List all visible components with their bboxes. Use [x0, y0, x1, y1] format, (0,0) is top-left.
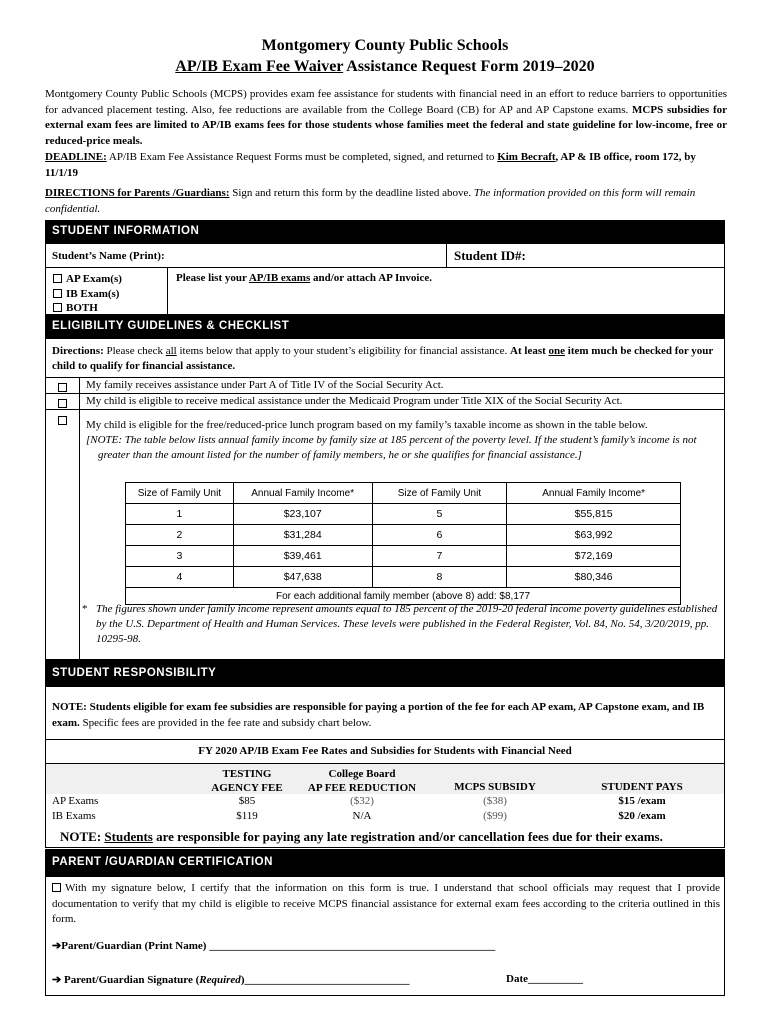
rates-title: FY 2020 AP/IB Exam Fee Rates and Subsidies for Students with Financial Need [198, 745, 572, 757]
row-ap-pays: $15 /exam [618, 795, 666, 807]
deadline-paragraph [45, 149, 727, 181]
directions-text: Sign and return this form by the deadline listed above. [229, 187, 474, 199]
date-line[interactable]: Date__________ [506, 973, 583, 985]
arrow-right-icon: ➔ [52, 940, 62, 952]
responsibility-note: NOTE: Students eligible for exam fee subsidies are responsible for paying a portion of the fee for each AP exam, AP Capstone exam, and IB exam. Specific fees are provided in the fee rate and subsidy chart below. [52, 701, 705, 729]
cell-size: 6 [372, 525, 507, 546]
option-ib[interactable]: IB Exam(s) [53, 287, 122, 302]
intro-paragraph [45, 87, 727, 149]
item1-checkbox[interactable] [58, 383, 67, 392]
cell-size: 1 [126, 504, 234, 525]
item3-text: My child is eligible for the free/reduced-price lunch program based on my family’s taxable income as shown in the table below. [86, 419, 648, 431]
student-id-label: Student ID#: [454, 248, 526, 263]
item2-checkbox-cell[interactable] [46, 394, 79, 412]
cell-income: $80,346 [507, 567, 681, 588]
col-mcps-header: MCPS SUBSIDY [454, 781, 536, 793]
th-income-1: Annual Family Income* [233, 483, 372, 504]
district-title: Montgomery County Public Schools [261, 37, 509, 54]
intro-text: Montgomery County Public Schools (MCPS) provides exam fee assistance for students with financial need in an effort to reduce barriers to opportunities for advanced placement testing. Also, fee reductions are available from the College Board (CB) for AP and AP Capstone exams. [45, 88, 727, 116]
row-ap-fee: $85 [238, 795, 256, 807]
student-name-field[interactable] [186, 246, 441, 265]
col-cb-header: College Board AP FEE REDUCTION [307, 768, 417, 794]
student-info-box [45, 243, 725, 315]
item1-text: My family receives assistance under Part A of Title IV of the Social Security Act. [86, 379, 444, 391]
table-row [126, 504, 681, 525]
col-pays-header: STUDENT PAYS [601, 781, 683, 793]
directions-italic: The information provided on this form will remain confidential. [45, 187, 696, 215]
cell-income: $55,815 [507, 504, 681, 525]
cell-income: $47,638 [233, 567, 372, 588]
form-title-underlined: AP/IB Exam Fee Waiver [175, 58, 344, 75]
directions-paragraph [45, 186, 727, 217]
item2-text: My child is eligible to receive medical assistance under the Medicaid Program under Title XIX of the Social Security Act. [86, 395, 623, 407]
table-row [126, 546, 681, 567]
deadline-location: , AP & IB office, room 172, by 11/1/19 [45, 151, 696, 179]
row-ap-label: AP Exams [52, 795, 99, 807]
exam-list-prompt: Please list your AP/IB exams and/or attach AP Invoice. [176, 272, 432, 284]
cell-size: 7 [372, 546, 507, 567]
th-size-2: Size of Family Unit [372, 483, 507, 504]
row-ap-cb: ($32) [350, 795, 374, 807]
item2-checkbox[interactable] [58, 399, 67, 408]
directions-label: DIRECTIONS for Parents /Guardians: [45, 187, 230, 199]
th-size-1: Size of Family Unit [126, 483, 234, 504]
cell-income: $72,169 [507, 546, 681, 567]
ib-checkbox[interactable] [53, 289, 62, 298]
deadline-text: AP/IB Exam Fee Assistance Request Forms must be completed, signed, and returned to [106, 151, 498, 163]
arrow-right-icon: ➔ [52, 974, 62, 986]
option-both[interactable]: BOTH [53, 301, 122, 316]
item3-checkbox-cell[interactable] [46, 411, 79, 429]
student-id-field[interactable] [541, 246, 719, 265]
form-title-rest: Assistance Request Form 2019–2020 [343, 58, 595, 75]
cell-income: $31,284 [233, 525, 372, 546]
student-info-bar: STUDENT INFORMATION [45, 220, 725, 243]
both-checkbox[interactable] [53, 303, 62, 312]
cell-size: 2 [126, 525, 234, 546]
print-name-line[interactable]: ➔Parent/Guardian (Print Name) ____________________________________________________ [52, 940, 496, 952]
deadline-contact: Kim Becraft [497, 151, 556, 163]
cell-size: 5 [372, 504, 507, 525]
cell-size: 4 [126, 567, 234, 588]
table-footer: For each additional family member (above 8) add: $8,177 [126, 588, 681, 605]
eligibility-directions: Directions: Please check all items below that apply to your student’s eligibility for financial assistance. At least one item much be checked for your child to qualify for financial assistance. [52, 345, 714, 372]
item3-note: [NOTE: The table below lists annual family income by family size at 185 percent of the poverty level. If the student’s family’s income is not greater than the amount listed for the number of family members, he or she qualifies for financial assistance.] [86, 434, 697, 461]
exam-type-options [53, 272, 122, 316]
certification-box [45, 876, 725, 996]
item3-checkbox[interactable] [58, 416, 67, 425]
table-row [126, 525, 681, 546]
certification-bar: PARENT /GUARDIAN CERTIFICATION [45, 849, 725, 876]
late-fee-note: NOTE: Students are responsible for paying any late registration and/or cancellation fees due for their exams. [60, 829, 663, 844]
cell-size: 8 [372, 567, 507, 588]
ap-checkbox[interactable] [53, 274, 62, 283]
responsibility-box [45, 686, 725, 848]
col-testing-header: TESTING AGENCY FEE [211, 768, 283, 794]
cell-income: $23,107 [233, 504, 372, 525]
deadline-label: DEADLINE: [45, 151, 107, 163]
row-ib-cb: N/A [352, 810, 372, 822]
option-ap[interactable]: AP Exam(s) [53, 272, 122, 287]
intro-bold: MCPS subsidies for external exam fees are limited to AP/IB exams fees for those students whose families meet the federal and state guideline for low-income, free or reduced-price meals. [45, 103, 727, 147]
table-header-row [126, 483, 681, 504]
row-ib-pays: $20 /exam [618, 810, 666, 822]
exam-list-field[interactable] [172, 288, 720, 312]
form-title [0, 58, 770, 76]
income-footnote: * The figures shown under family income represent amounts equal to 185 percent of the 2019-20 federal income poverty guidelines established by the U.S. Department of Health and Human Services. These levels were published in the Federal Register, Vol. 84, No. 54, 3/20/2019, pp. 10295-98. [82, 603, 718, 645]
row-ap-mcps: ($38) [483, 795, 507, 807]
certify-checkbox[interactable] [52, 883, 61, 892]
responsibility-bar: STUDENT RESPONSIBILITY [45, 660, 725, 686]
signature-line[interactable]: ➔ Parent/Guardian Signature (Required)______________________________ [52, 974, 410, 986]
certification-statement: With my signature below, I certify that the information on this form is true. I understand that school officials may request that I provide documentation to verify that my child is eligible to receive MCPS financial assistance for external exam fees according to the criteria outlined in this form. [52, 882, 720, 925]
table-row [126, 567, 681, 588]
eligibility-box [45, 338, 725, 660]
cell-income: $63,992 [507, 525, 681, 546]
family-income-table [125, 482, 681, 605]
eligibility-bar: ELIGIBILITY GUIDELINES & CHECKLIST [45, 315, 725, 338]
th-income-2: Annual Family Income* [507, 483, 681, 504]
cell-income: $39,461 [233, 546, 372, 567]
row-ib-label: IB Exams [52, 810, 96, 822]
cell-size: 3 [126, 546, 234, 567]
row-ib-fee: $119 [236, 810, 258, 822]
student-name-label: Student’s Name (Print): [52, 250, 165, 262]
row-ib-mcps: ($99) [483, 810, 507, 822]
